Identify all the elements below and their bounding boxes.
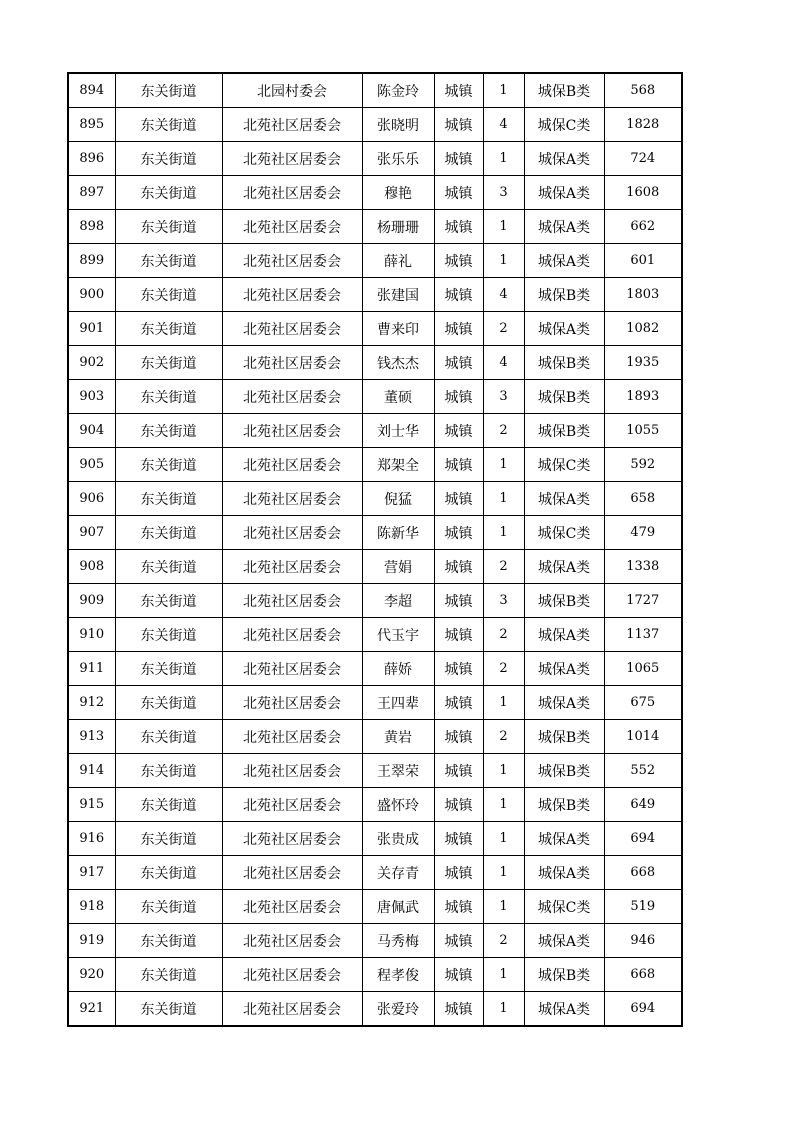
household-count-cell: 1 xyxy=(483,754,524,788)
category-cell: 城保A类 xyxy=(524,686,604,720)
row-index-cell: 903 xyxy=(68,380,115,414)
category-cell: 城保A类 xyxy=(524,618,604,652)
amount-cell: 1065 xyxy=(604,652,682,686)
street-cell: 东关街道 xyxy=(115,856,222,890)
table-row xyxy=(68,924,682,958)
committee-cell: 北苑社区居委会 xyxy=(222,822,362,856)
amount-cell: 668 xyxy=(604,958,682,992)
area-type-cell: 城镇 xyxy=(434,312,483,346)
street-cell: 东关街道 xyxy=(115,176,222,210)
household-count-cell: 1 xyxy=(483,244,524,278)
category-cell: 城保A类 xyxy=(524,924,604,958)
committee-cell: 北苑社区居委会 xyxy=(222,176,362,210)
name-cell: 陈金玲 xyxy=(362,73,434,108)
name-cell: 王翠荣 xyxy=(362,754,434,788)
household-count-cell: 1 xyxy=(483,686,524,720)
area-type-cell: 城镇 xyxy=(434,414,483,448)
name-cell: 刘士华 xyxy=(362,414,434,448)
category-cell: 城保A类 xyxy=(524,822,604,856)
street-cell: 东关街道 xyxy=(115,380,222,414)
category-cell: 城保B类 xyxy=(524,584,604,618)
household-count-cell: 1 xyxy=(483,448,524,482)
street-cell: 东关街道 xyxy=(115,958,222,992)
household-count-cell: 3 xyxy=(483,380,524,414)
table-row xyxy=(68,346,682,380)
category-cell: 城保B类 xyxy=(524,754,604,788)
committee-cell: 北苑社区居委会 xyxy=(222,618,362,652)
amount-cell: 479 xyxy=(604,516,682,550)
row-index-cell: 914 xyxy=(68,754,115,788)
row-index-cell: 911 xyxy=(68,652,115,686)
committee-cell: 北苑社区居委会 xyxy=(222,346,362,380)
household-count-cell: 2 xyxy=(483,618,524,652)
category-cell: 城保C类 xyxy=(524,516,604,550)
table-row xyxy=(68,958,682,992)
amount-cell: 658 xyxy=(604,482,682,516)
street-cell: 东关街道 xyxy=(115,210,222,244)
amount-cell: 668 xyxy=(604,856,682,890)
amount-cell: 694 xyxy=(604,822,682,856)
household-count-cell: 4 xyxy=(483,278,524,312)
street-cell: 东关街道 xyxy=(115,890,222,924)
amount-cell: 601 xyxy=(604,244,682,278)
category-cell: 城保B类 xyxy=(524,278,604,312)
table-row xyxy=(68,720,682,754)
name-cell: 董硕 xyxy=(362,380,434,414)
table-row xyxy=(68,652,682,686)
area-type-cell: 城镇 xyxy=(434,73,483,108)
street-cell: 东关街道 xyxy=(115,312,222,346)
name-cell: 张建国 xyxy=(362,278,434,312)
committee-cell: 北苑社区居委会 xyxy=(222,516,362,550)
table-row xyxy=(68,618,682,652)
street-cell: 东关街道 xyxy=(115,720,222,754)
category-cell: 城保A类 xyxy=(524,652,604,686)
table-row xyxy=(68,516,682,550)
street-cell: 东关街道 xyxy=(115,550,222,584)
committee-cell: 北园村委会 xyxy=(222,73,362,108)
name-cell: 张乐乐 xyxy=(362,142,434,176)
area-type-cell: 城镇 xyxy=(434,652,483,686)
household-count-cell: 2 xyxy=(483,414,524,448)
household-count-cell: 1 xyxy=(483,73,524,108)
household-count-cell: 1 xyxy=(483,992,524,1027)
street-cell: 东关街道 xyxy=(115,686,222,720)
amount-cell: 552 xyxy=(604,754,682,788)
row-index-cell: 899 xyxy=(68,244,115,278)
table-row xyxy=(68,754,682,788)
row-index-cell: 895 xyxy=(68,108,115,142)
area-type-cell: 城镇 xyxy=(434,788,483,822)
amount-cell: 1055 xyxy=(604,414,682,448)
household-count-cell: 2 xyxy=(483,720,524,754)
amount-cell: 724 xyxy=(604,142,682,176)
category-cell: 城保B类 xyxy=(524,380,604,414)
committee-cell: 北苑社区居委会 xyxy=(222,210,362,244)
amount-cell: 1338 xyxy=(604,550,682,584)
committee-cell: 北苑社区居委会 xyxy=(222,856,362,890)
document-table-wrapper xyxy=(67,72,683,1027)
street-cell: 东关街道 xyxy=(115,516,222,550)
row-index-cell: 909 xyxy=(68,584,115,618)
amount-cell: 519 xyxy=(604,890,682,924)
household-count-cell: 2 xyxy=(483,550,524,584)
category-cell: 城保A类 xyxy=(524,312,604,346)
category-cell: 城保B类 xyxy=(524,73,604,108)
area-type-cell: 城镇 xyxy=(434,720,483,754)
household-count-cell: 2 xyxy=(483,924,524,958)
table-row xyxy=(68,992,682,1027)
name-cell: 薛娇 xyxy=(362,652,434,686)
committee-cell: 北苑社区居委会 xyxy=(222,924,362,958)
category-cell: 城保A类 xyxy=(524,992,604,1027)
name-cell: 营娟 xyxy=(362,550,434,584)
table-row xyxy=(68,312,682,346)
name-cell: 陈新华 xyxy=(362,516,434,550)
street-cell: 东关街道 xyxy=(115,754,222,788)
row-index-cell: 894 xyxy=(68,73,115,108)
row-index-cell: 896 xyxy=(68,142,115,176)
household-count-cell: 1 xyxy=(483,210,524,244)
table-row xyxy=(68,482,682,516)
area-type-cell: 城镇 xyxy=(434,142,483,176)
committee-cell: 北苑社区居委会 xyxy=(222,652,362,686)
table-row xyxy=(68,550,682,584)
amount-cell: 568 xyxy=(604,73,682,108)
household-count-cell: 1 xyxy=(483,890,524,924)
amount-cell: 1893 xyxy=(604,380,682,414)
table-row xyxy=(68,584,682,618)
category-cell: 城保A类 xyxy=(524,210,604,244)
name-cell: 张爱玲 xyxy=(362,992,434,1027)
amount-cell: 662 xyxy=(604,210,682,244)
category-cell: 城保B类 xyxy=(524,720,604,754)
name-cell: 穆艳 xyxy=(362,176,434,210)
row-index-cell: 917 xyxy=(68,856,115,890)
area-type-cell: 城镇 xyxy=(434,856,483,890)
street-cell: 东关街道 xyxy=(115,924,222,958)
name-cell: 关存青 xyxy=(362,856,434,890)
amount-cell: 1137 xyxy=(604,618,682,652)
area-type-cell: 城镇 xyxy=(434,516,483,550)
amount-cell: 1608 xyxy=(604,176,682,210)
street-cell: 东关街道 xyxy=(115,992,222,1027)
table-row xyxy=(68,278,682,312)
area-type-cell: 城镇 xyxy=(434,380,483,414)
category-cell: 城保A类 xyxy=(524,482,604,516)
name-cell: 马秀梅 xyxy=(362,924,434,958)
household-count-cell: 2 xyxy=(483,652,524,686)
name-cell: 王四辈 xyxy=(362,686,434,720)
amount-cell: 1082 xyxy=(604,312,682,346)
committee-cell: 北苑社区居委会 xyxy=(222,720,362,754)
area-type-cell: 城镇 xyxy=(434,482,483,516)
area-type-cell: 城镇 xyxy=(434,176,483,210)
street-cell: 东关街道 xyxy=(115,822,222,856)
street-cell: 东关街道 xyxy=(115,618,222,652)
amount-cell: 592 xyxy=(604,448,682,482)
committee-cell: 北苑社区居委会 xyxy=(222,890,362,924)
table-row xyxy=(68,414,682,448)
row-index-cell: 904 xyxy=(68,414,115,448)
household-count-cell: 2 xyxy=(483,312,524,346)
street-cell: 东关街道 xyxy=(115,108,222,142)
amount-cell: 1014 xyxy=(604,720,682,754)
name-cell: 程孝俊 xyxy=(362,958,434,992)
household-count-cell: 4 xyxy=(483,346,524,380)
street-cell: 东关街道 xyxy=(115,584,222,618)
committee-cell: 北苑社区居委会 xyxy=(222,142,362,176)
committee-cell: 北苑社区居委会 xyxy=(222,686,362,720)
category-cell: 城保A类 xyxy=(524,550,604,584)
household-count-cell: 3 xyxy=(483,176,524,210)
category-cell: 城保A类 xyxy=(524,856,604,890)
name-cell: 代玉宇 xyxy=(362,618,434,652)
street-cell: 东关街道 xyxy=(115,448,222,482)
area-type-cell: 城镇 xyxy=(434,210,483,244)
name-cell: 杨珊珊 xyxy=(362,210,434,244)
household-count-cell: 4 xyxy=(483,108,524,142)
committee-cell: 北苑社区居委会 xyxy=(222,448,362,482)
name-cell: 盛怀玲 xyxy=(362,788,434,822)
row-index-cell: 898 xyxy=(68,210,115,244)
row-index-cell: 897 xyxy=(68,176,115,210)
street-cell: 东关街道 xyxy=(115,73,222,108)
committee-cell: 北苑社区居委会 xyxy=(222,108,362,142)
row-index-cell: 913 xyxy=(68,720,115,754)
table-row xyxy=(68,380,682,414)
row-index-cell: 916 xyxy=(68,822,115,856)
category-cell: 城保A类 xyxy=(524,176,604,210)
amount-cell: 1803 xyxy=(604,278,682,312)
street-cell: 东关街道 xyxy=(115,244,222,278)
area-type-cell: 城镇 xyxy=(434,346,483,380)
area-type-cell: 城镇 xyxy=(434,550,483,584)
area-type-cell: 城镇 xyxy=(434,924,483,958)
category-cell: 城保B类 xyxy=(524,346,604,380)
table-row xyxy=(68,210,682,244)
name-cell: 钱杰杰 xyxy=(362,346,434,380)
amount-cell: 1727 xyxy=(604,584,682,618)
table-row xyxy=(68,856,682,890)
area-type-cell: 城镇 xyxy=(434,448,483,482)
records-table xyxy=(67,72,683,1027)
street-cell: 东关街道 xyxy=(115,652,222,686)
area-type-cell: 城镇 xyxy=(434,584,483,618)
area-type-cell: 城镇 xyxy=(434,618,483,652)
name-cell: 黄岩 xyxy=(362,720,434,754)
category-cell: 城保C类 xyxy=(524,108,604,142)
area-type-cell: 城镇 xyxy=(434,890,483,924)
category-cell: 城保B类 xyxy=(524,788,604,822)
area-type-cell: 城镇 xyxy=(434,244,483,278)
table-row xyxy=(68,108,682,142)
household-count-cell: 1 xyxy=(483,856,524,890)
row-index-cell: 910 xyxy=(68,618,115,652)
name-cell: 张晓明 xyxy=(362,108,434,142)
row-index-cell: 905 xyxy=(68,448,115,482)
table-row xyxy=(68,788,682,822)
row-index-cell: 920 xyxy=(68,958,115,992)
area-type-cell: 城镇 xyxy=(434,992,483,1027)
row-index-cell: 907 xyxy=(68,516,115,550)
committee-cell: 北苑社区居委会 xyxy=(222,414,362,448)
street-cell: 东关街道 xyxy=(115,482,222,516)
street-cell: 东关街道 xyxy=(115,278,222,312)
area-type-cell: 城镇 xyxy=(434,108,483,142)
amount-cell: 1935 xyxy=(604,346,682,380)
area-type-cell: 城镇 xyxy=(434,958,483,992)
street-cell: 东关街道 xyxy=(115,346,222,380)
area-type-cell: 城镇 xyxy=(434,822,483,856)
committee-cell: 北苑社区居委会 xyxy=(222,550,362,584)
records-table-body xyxy=(68,73,682,1026)
row-index-cell: 921 xyxy=(68,992,115,1027)
committee-cell: 北苑社区居委会 xyxy=(222,992,362,1027)
committee-cell: 北苑社区居委会 xyxy=(222,788,362,822)
street-cell: 东关街道 xyxy=(115,414,222,448)
amount-cell: 649 xyxy=(604,788,682,822)
household-count-cell: 1 xyxy=(483,142,524,176)
committee-cell: 北苑社区居委会 xyxy=(222,312,362,346)
name-cell: 倪猛 xyxy=(362,482,434,516)
amount-cell: 946 xyxy=(604,924,682,958)
name-cell: 曹来印 xyxy=(362,312,434,346)
household-count-cell: 1 xyxy=(483,822,524,856)
category-cell: 城保A类 xyxy=(524,142,604,176)
category-cell: 城保B类 xyxy=(524,958,604,992)
household-count-cell: 1 xyxy=(483,788,524,822)
street-cell: 东关街道 xyxy=(115,788,222,822)
name-cell: 张贵成 xyxy=(362,822,434,856)
household-count-cell: 1 xyxy=(483,958,524,992)
committee-cell: 北苑社区居委会 xyxy=(222,278,362,312)
committee-cell: 北苑社区居委会 xyxy=(222,482,362,516)
name-cell: 郑架全 xyxy=(362,448,434,482)
committee-cell: 北苑社区居委会 xyxy=(222,754,362,788)
amount-cell: 694 xyxy=(604,992,682,1027)
name-cell: 唐佩武 xyxy=(362,890,434,924)
table-row xyxy=(68,142,682,176)
category-cell: 城保A类 xyxy=(524,244,604,278)
category-cell: 城保C类 xyxy=(524,448,604,482)
table-row xyxy=(68,822,682,856)
row-index-cell: 902 xyxy=(68,346,115,380)
committee-cell: 北苑社区居委会 xyxy=(222,244,362,278)
row-index-cell: 906 xyxy=(68,482,115,516)
table-row xyxy=(68,176,682,210)
table-row xyxy=(68,448,682,482)
row-index-cell: 915 xyxy=(68,788,115,822)
row-index-cell: 908 xyxy=(68,550,115,584)
street-cell: 东关街道 xyxy=(115,142,222,176)
row-index-cell: 912 xyxy=(68,686,115,720)
table-row xyxy=(68,244,682,278)
row-index-cell: 900 xyxy=(68,278,115,312)
area-type-cell: 城镇 xyxy=(434,278,483,312)
name-cell: 薛礼 xyxy=(362,244,434,278)
table-row xyxy=(68,686,682,720)
household-count-cell: 3 xyxy=(483,584,524,618)
row-index-cell: 919 xyxy=(68,924,115,958)
category-cell: 城保C类 xyxy=(524,890,604,924)
committee-cell: 北苑社区居委会 xyxy=(222,584,362,618)
area-type-cell: 城镇 xyxy=(434,754,483,788)
name-cell: 李超 xyxy=(362,584,434,618)
category-cell: 城保B类 xyxy=(524,414,604,448)
household-count-cell: 1 xyxy=(483,482,524,516)
amount-cell: 1828 xyxy=(604,108,682,142)
row-index-cell: 918 xyxy=(68,890,115,924)
household-count-cell: 1 xyxy=(483,516,524,550)
committee-cell: 北苑社区居委会 xyxy=(222,958,362,992)
committee-cell: 北苑社区居委会 xyxy=(222,380,362,414)
table-row xyxy=(68,890,682,924)
area-type-cell: 城镇 xyxy=(434,686,483,720)
row-index-cell: 901 xyxy=(68,312,115,346)
amount-cell: 675 xyxy=(604,686,682,720)
table-row xyxy=(68,73,682,108)
